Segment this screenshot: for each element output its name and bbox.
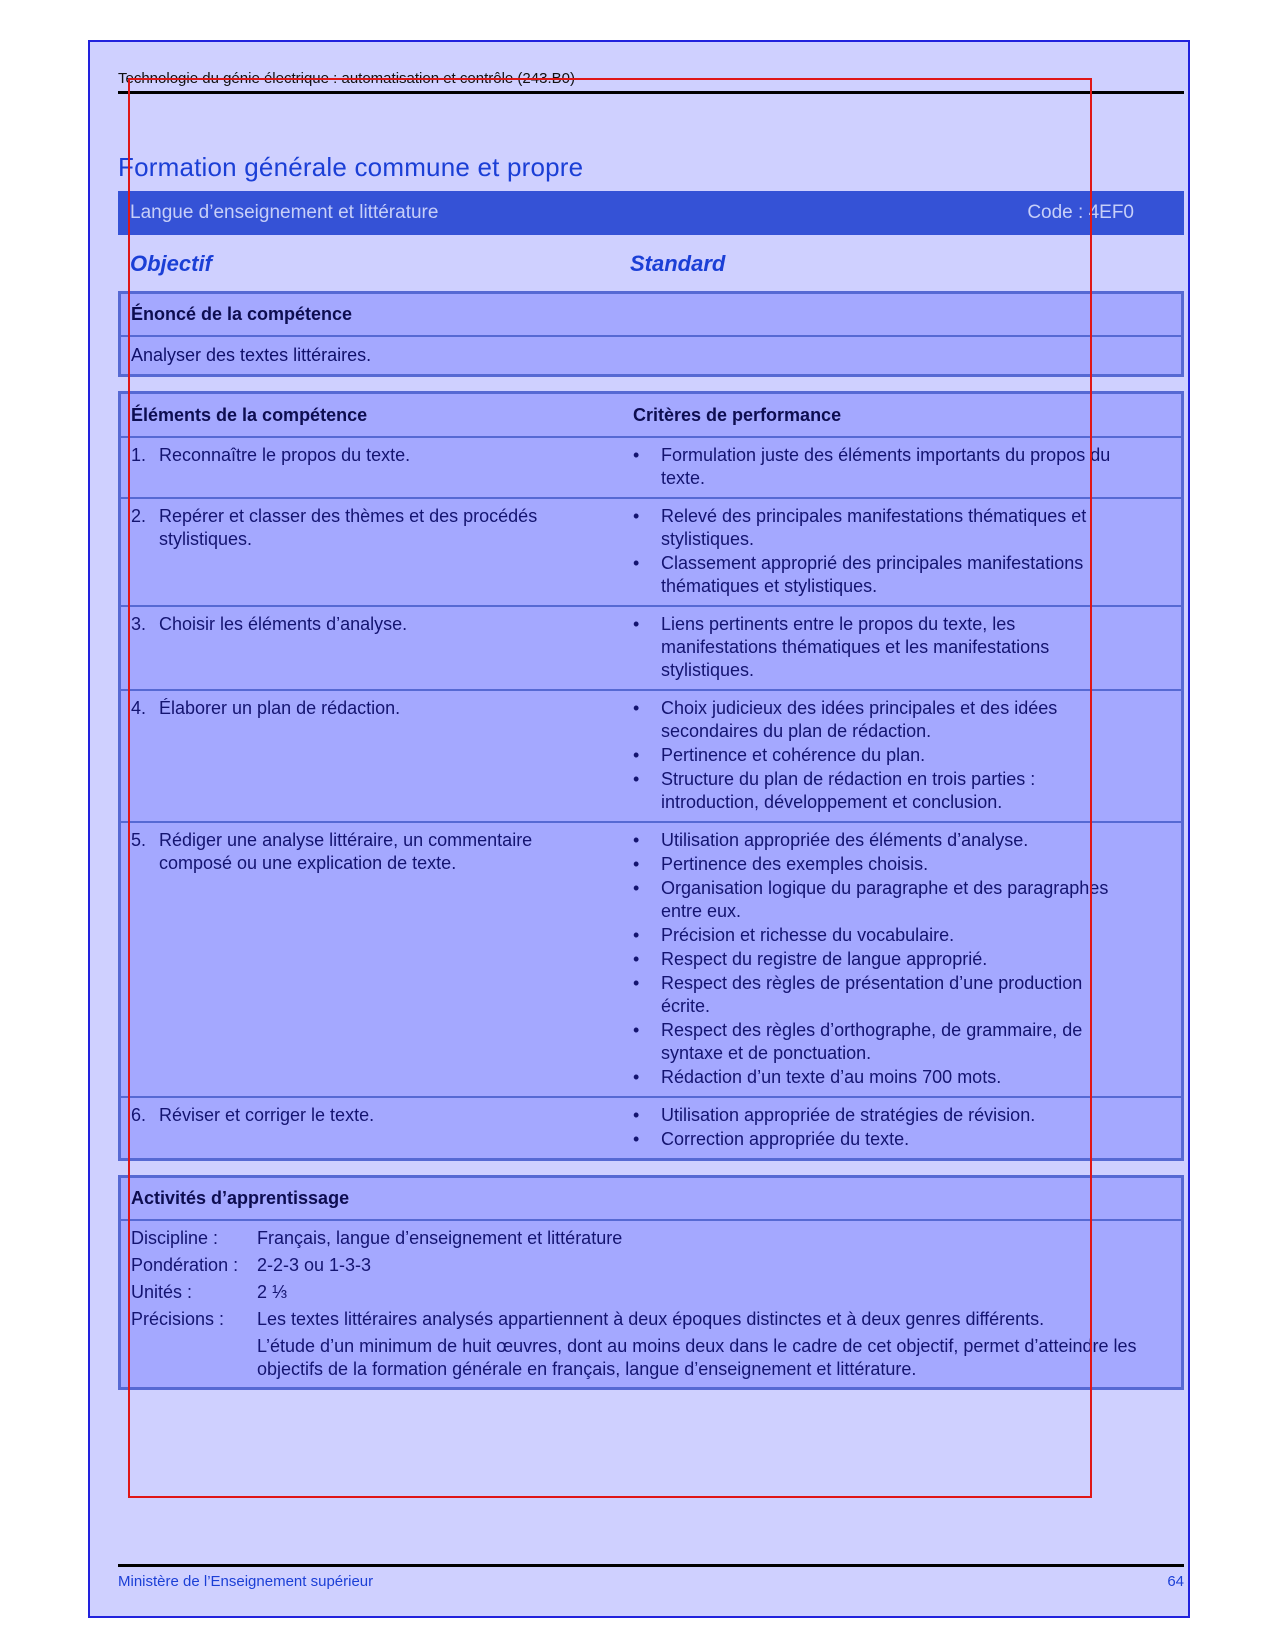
element-number: 1. [131, 445, 147, 465]
criteria-cell [633, 444, 1137, 491]
criterion-text: Pertinence des exemples choisis. [661, 854, 929, 874]
element-cell [121, 505, 633, 599]
criterion-text: Classement approprié des principales manifestations thématiques et stylistiques. [661, 553, 1084, 596]
criteria-heading: Critères de performance [633, 404, 842, 425]
bullet-icon: • [633, 1020, 640, 1040]
activities-heading: Activités d’apprentissage [131, 1188, 350, 1208]
element-row [121, 605, 1181, 689]
element-cell [121, 697, 633, 815]
criterion-text: Pertinence et cohérence du plan. [661, 745, 926, 765]
criteria-list [633, 1104, 1127, 1151]
bullet-icon: • [633, 745, 640, 765]
element-text: Réviser et corriger le texte. [159, 1105, 375, 1125]
element-cell [121, 829, 633, 1090]
bullet-icon: • [633, 878, 640, 898]
criteria-cell [633, 505, 1137, 599]
precisions-label: Précisions : [131, 1309, 225, 1329]
bullet-icon: • [633, 1067, 640, 1087]
criterion-text: Utilisation appropriée des éléments d’analyse. [661, 830, 1029, 850]
element-text: Choisir les éléments d’analyse. [159, 614, 408, 634]
criteria-cell [633, 1104, 1137, 1152]
activities-box [118, 1175, 1184, 1390]
element-cell [121, 444, 633, 491]
ponderation-value: 2-2-3 ou 1-3-3 [257, 1255, 372, 1275]
criterion-text: Formulation juste des éléments importants du propos du texte. [661, 445, 1111, 488]
course-code: Code : 4EF0 [1027, 202, 1134, 223]
criterion-item [633, 1104, 1127, 1127]
criterion-item [633, 829, 1127, 852]
element-row [121, 436, 1181, 497]
criteria-cell [633, 613, 1137, 683]
elements-table-header [121, 394, 1181, 436]
criterion-text: Correction appropriée du texte. [661, 1129, 910, 1149]
criterion-text: Liens pertinents entre le propos du texte, les manifestations thématiques et les manifestations stylistiques. [661, 614, 1050, 680]
bullet-icon: • [633, 830, 640, 850]
bullet-icon: • [633, 698, 640, 718]
criterion-item [633, 505, 1127, 551]
element-number: 4. [131, 698, 147, 718]
criterion-text: Relevé des principales manifestations thématiques et stylistiques. [661, 506, 1087, 549]
criterion-text: Respect des règles de présentation d’une production écrite. [661, 973, 1083, 1016]
element-number: 5. [131, 830, 147, 850]
enonce-text: Analyser des textes littéraires. [121, 335, 1181, 374]
objective-standard-header [118, 251, 1184, 277]
unites-value: 2 ⅓ [257, 1282, 288, 1302]
element-cell [121, 1104, 633, 1152]
activities-body [121, 1219, 1181, 1387]
element-text: Repérer et classer des thèmes et des procédés stylistiques. [159, 506, 538, 549]
criterion-item [633, 768, 1127, 814]
criteria-cell [633, 697, 1137, 815]
ponderation-label: Pondération : [131, 1255, 239, 1275]
precisions-line [121, 1306, 1181, 1333]
criterion-item [633, 444, 1127, 490]
precisions-paragraph-2: L’étude d’un minimum de huit œuvres, dont au moins deux dans le cadre de cet objectif, permet d’atteindre les objectifs de la formation générale en français, langue d’enseignement et littérature. [257, 1336, 1137, 1379]
element-text: Rédiger une analyse littéraire, un commentaire composé ou une explication de texte. [159, 830, 533, 873]
criterion-item [633, 877, 1127, 923]
element-text: Élaborer un plan de rédaction. [159, 698, 401, 718]
bullet-icon: • [633, 506, 640, 526]
page-title: Formation générale commune et propre [118, 152, 584, 182]
criteria-list [633, 505, 1127, 598]
elements-table [118, 391, 1184, 1161]
criterion-item [633, 1019, 1127, 1065]
criterion-text: Respect du registre de langue approprié. [661, 949, 988, 969]
criterion-item [633, 697, 1127, 743]
unites-line [121, 1279, 1181, 1306]
bullet-icon: • [633, 854, 640, 874]
footer-ministry: Ministère de l’Enseignement supérieur [118, 1573, 374, 1590]
criteria-list [633, 444, 1127, 490]
bullet-icon: • [633, 553, 640, 573]
document-content [118, 70, 1184, 1590]
criterion-text: Structure du plan de rédaction en trois parties : introduction, développement et conclusion. [661, 769, 1036, 812]
criteria-cell [633, 829, 1137, 1090]
criterion-item [633, 744, 1127, 767]
criterion-text: Précision et richesse du vocabulaire. [661, 925, 955, 945]
bullet-icon: • [633, 949, 640, 969]
page-footer [118, 1564, 1184, 1590]
discipline-value: Français, langue d’enseignement et littérature [257, 1228, 623, 1248]
element-row [121, 821, 1181, 1096]
enonce-heading: Énoncé de la compétence [131, 304, 353, 324]
enonce-box [118, 291, 1184, 377]
element-row [121, 497, 1181, 605]
bullet-icon: • [633, 614, 640, 634]
course-banner [118, 191, 1184, 235]
criterion-text: Utilisation appropriée de stratégies de révision. [661, 1105, 1036, 1125]
criterion-item [633, 853, 1127, 876]
page-number: 64 [1167, 1573, 1184, 1590]
criterion-text: Respect des règles d’orthographe, de grammaire, de syntaxe et de ponctuation. [661, 1020, 1083, 1063]
bullet-icon: • [633, 1129, 640, 1149]
element-text: Reconnaître le propos du texte. [159, 445, 411, 465]
bullet-icon: • [633, 925, 640, 945]
criterion-item [633, 972, 1127, 1018]
bullet-icon: • [633, 769, 640, 789]
element-number: 6. [131, 1105, 147, 1125]
criterion-text: Organisation logique du paragraphe et des paragraphes entre eux. [661, 878, 1109, 921]
elements-heading: Éléments de la compétence [131, 404, 368, 425]
criterion-item [633, 1066, 1127, 1089]
element-row [121, 1096, 1181, 1158]
ponderation-line [121, 1252, 1181, 1279]
element-number: 3. [131, 614, 147, 634]
element-number: 2. [131, 506, 147, 526]
element-cell [121, 613, 633, 683]
criteria-list [633, 613, 1127, 682]
criterion-item [633, 1128, 1127, 1151]
criterion-item [633, 613, 1127, 682]
precisions-paragraph-1: Les textes littéraires analysés appartiennent à deux époques distinctes et à deux genres différents. [257, 1309, 1045, 1329]
discipline-label: Discipline : [131, 1228, 219, 1248]
objective-label: Objectif [130, 251, 212, 276]
criteria-list [633, 697, 1127, 814]
running-head: Technologie du génie électrique : automatisation et contrôle (243.B0) [118, 70, 1184, 94]
unites-label: Unités : [131, 1282, 193, 1302]
element-row [121, 689, 1181, 821]
criterion-item [633, 924, 1127, 947]
bullet-icon: • [633, 1105, 640, 1125]
bullet-icon: • [633, 973, 640, 993]
criterion-item [633, 552, 1127, 598]
criterion-item [633, 948, 1127, 971]
criterion-text: Choix judicieux des idées principales et des idées secondaires du plan de rédaction. [661, 698, 1058, 741]
criteria-list [633, 829, 1127, 1089]
bullet-icon: • [633, 445, 640, 465]
course-name: Langue d’enseignement et littérature [130, 202, 439, 223]
standard-label: Standard [630, 251, 726, 276]
criterion-text: Rédaction d’un texte d’au moins 700 mots. [661, 1067, 1002, 1087]
discipline-line [121, 1225, 1181, 1252]
